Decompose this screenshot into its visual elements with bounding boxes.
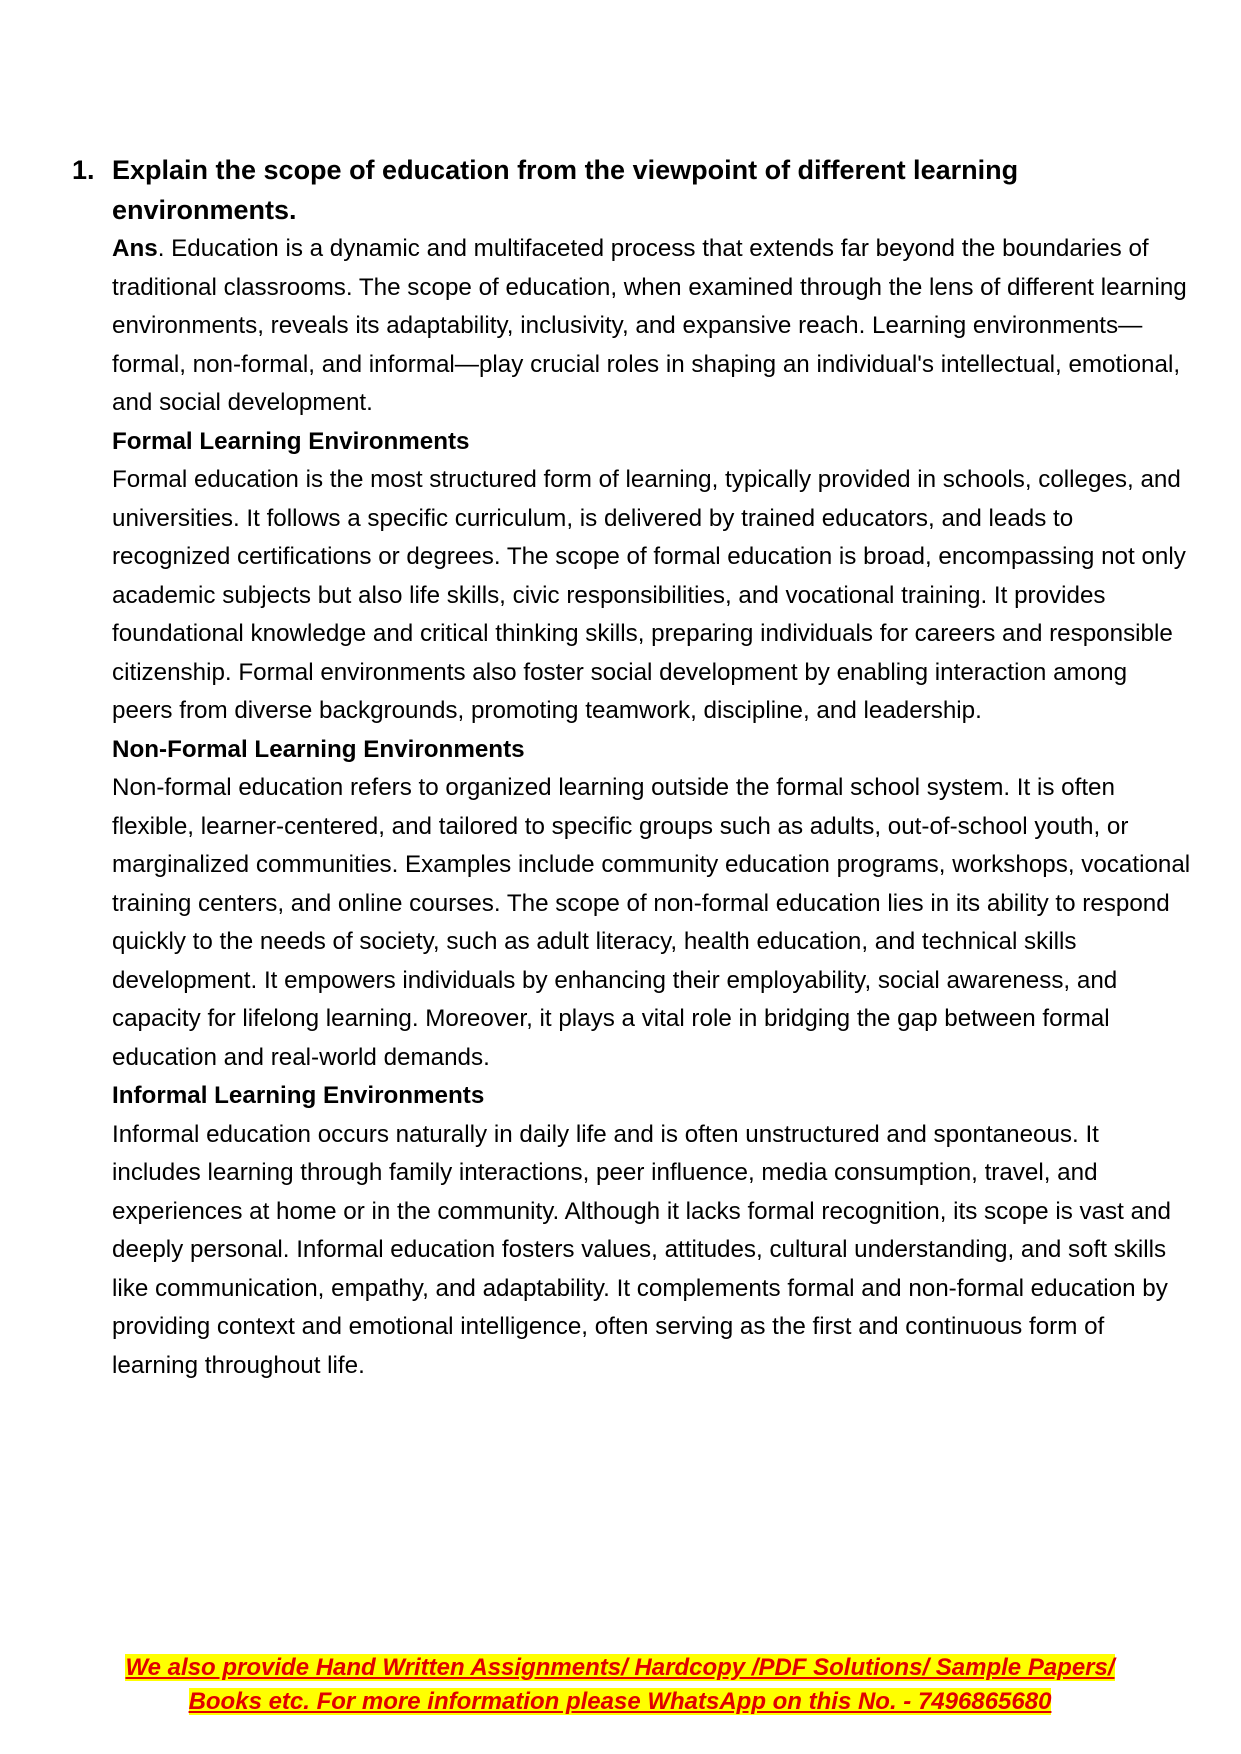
answer-intro [112,230,1192,423]
section-heading-non-formal: Non-Formal Learning Environments [112,735,525,763]
answer-label: Ans [112,235,158,262]
footer-line-1: We also provide Hand Written Assignments/ Hardcopy /PDF Solutions/ Sample Papers/ [125,1654,1115,1681]
section-body-informal: Informal education occurs naturally in daily life and is often unstructured and spontaneous. It includes learning through family interactions, peer influence, media consumption, travel, and experiences at home or in the community. Although it lacks formal recognition, its scope is vast and deeply personal. Informal education fosters values, attitudes, cultural understanding, and soft skills like communication, empathy, and adaptability. It complements formal and non-formal education by providing context and emotional intelligence, often serving as the first and continuous form of learning throughout life. [112,1120,1171,1379]
section-heading-formal: Formal Learning Environments [112,427,470,455]
footer-line-2: Books etc. For more information please WhatsApp on this No. - 7496865680 [188,1688,1052,1715]
section-body-formal: Formal education is the most structured form of learning, typically provided in schools, colleges, and universities. It follows a specific curriculum, is delivered by trained educators, and leads to recognized certifications or degrees. The scope of formal education is broad, encompassing not only academic subjects but also life skills, civic responsibilities, and vocational training. It provides foundational knowledge and critical thinking skills, preparing individuals for careers and responsible citizenship. Formal environments also foster social development by enabling interaction among peers from diverse backgrounds, promoting teamwork, discipline, and leadership. [112,466,1186,724]
question-block [72,150,1192,1385]
answer-block [112,230,1192,1385]
section-body-non-formal: Non-formal education refers to organized learning outside the formal school system. It is often flexible, learner-centered, and tailored to specific groups such as adults, out-of-school youth, or marginalized communities. Examples include community education programs, workshops, vocational training centers, and online courses. The scope of non-formal education lies in its ability to respond quickly to the needs of society, such as adult literacy, health education, and technical skills development. It empowers individuals by enhancing their employability, social awareness, and capacity for lifelong learning. Moreover, it plays a vital role in bridging the gap between formal education and real-world demands. [112,774,1191,1071]
section-heading-informal: Informal Learning Environments [112,1082,485,1109]
answer-intro-text: . Education is a dynamic and multifaceted process that extends far beyond the boundaries of traditional classrooms. The scope of education, when examined through the lens of different learning environments, reveals its adaptability, inclusivity, and expansive reach. Learning environments—formal, non-formal, and informal—play crucial roles in shaping an individual's intellectual, emotional, and social development. [112,235,1187,416]
question-title [72,150,1192,230]
question-text: Explain the scope of education from the viewpoint of different learning environments. [112,155,1019,225]
footer-notice [40,1651,1200,1719]
question-number: 1. [72,155,95,185]
